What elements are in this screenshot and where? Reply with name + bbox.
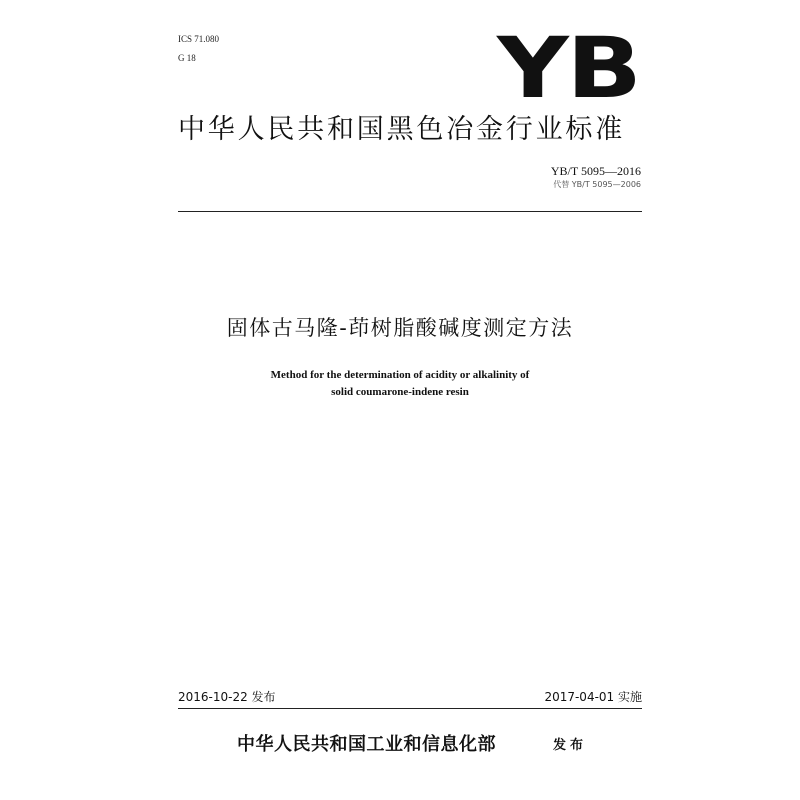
top-divider <box>178 211 642 212</box>
replaces-note: 代替 YB/T 5095—2006 <box>553 180 641 189</box>
issue-date: 2016-10-22 发布 <box>178 690 276 704</box>
ics-code: ICS 71.080 <box>178 34 220 44</box>
ccs-code: G 18 <box>178 53 196 63</box>
document-title-chinese: 固体古马隆-茚树脂酸碱度测定方法 <box>226 316 574 340</box>
yb-logo: YB <box>497 19 640 117</box>
english-title-line-1: Method for the determination of acidity or alkalinity of <box>270 369 530 381</box>
document-title-english <box>0 367 800 401</box>
bottom-divider <box>178 708 642 709</box>
standard-number: YB/T 5095—2016 <box>550 164 641 178</box>
issuing-authority: 中华人民共和国工业和信息化部 <box>237 734 496 755</box>
issue-label: 发布 <box>553 738 588 753</box>
implementation-date: 2017-04-01 实施 <box>544 690 642 704</box>
industry-standard-heading: 中华人民共和国黑色冶金行业标准 <box>178 114 625 145</box>
english-title-line-2: solid coumarone-indene resin <box>331 386 469 398</box>
